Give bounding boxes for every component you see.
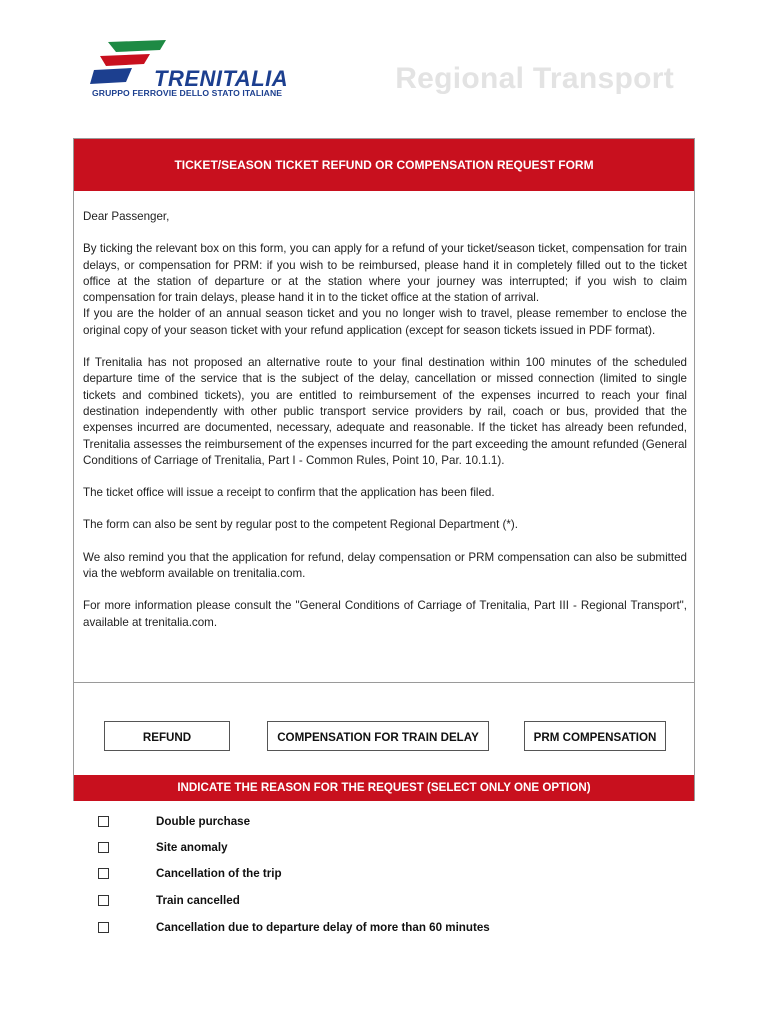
request-form [73, 138, 695, 801]
checkbox[interactable] [98, 922, 109, 933]
checkbox[interactable] [98, 816, 109, 827]
checkbox[interactable] [98, 842, 109, 853]
reason-header: INDICATE THE REASON FOR THE REQUEST (SELECT ONLY ONE OPTION) [74, 775, 694, 801]
more-info-paragraph: For more information please consult the "General Conditions of Carriage of Trenitalia, Part III - Regional Transport", available at trenitalia.com. [83, 599, 687, 629]
post-paragraph: The form can also be sent by regular post to the competent Regional Department (*). [83, 518, 518, 532]
prm-compensation-button[interactable]: PRM COMPENSATION [524, 721, 666, 751]
receipt-paragraph: The ticket office will issue a receipt to confirm that the application has been filed. [83, 486, 495, 500]
form-title: TICKET/SEASON TICKET REFUND OR COMPENSATION REQUEST FORM [74, 139, 694, 191]
alternative-route-paragraph: If Trenitalia has not proposed an alternative route to your final destination within 100 minutes of the scheduled departure time of the service that is the subject of the delay, cancellation or missed connection (limited to single tickets and combined tickets), you are entitled to reimbursement of the expenses incurred to reach your final destination independently with other public transport service providers by rail, coach or bus, provided that the expenses incurred are documented, necessary, adequate and reasonable. If the ticket has already been refunded, Trenitalia assesses the reimbursement of the expenses incurred for the part exceeding the amount refunded (General Conditions of Carriage of Trenitalia, Part I - Common Rules, Point 10, Par. 10.1.1). [83, 356, 687, 467]
reason-label: Train cancelled [156, 894, 240, 907]
checkbox[interactable] [98, 895, 109, 906]
region-title: Regional Transport [395, 62, 674, 95]
compensation-train-delay-button[interactable]: COMPENSATION FOR TRAIN DELAY [267, 721, 489, 751]
trenitalia-logo [90, 38, 300, 100]
intro-paragraph: By ticking the relevant box on this form, you can apply for a refund of your ticket/season ticket, compensation for train delays, or compensation for PRM: if you wish to be reimbursed, please hand it in completely filled out to the ticket office at the station of departure or at the station where your journey was interrupted; if you wish to claim compensation for train delays, please hand it in to the ticket office at the station of arrival. [83, 242, 687, 305]
greeting: Dear Passenger, [83, 210, 170, 223]
reason-label: Site anomaly [156, 841, 228, 854]
checkbox[interactable] [98, 868, 109, 879]
refund-button[interactable]: REFUND [104, 721, 230, 751]
season-ticket-paragraph: If you are the holder of an annual season ticket and you no longer wish to travel, please remember to enclose the original copy of your season ticket with your refund application (except for season tickets issued in PDF format). [83, 307, 687, 337]
webform-paragraph: We also remind you that the application for refund, delay compensation or PRM compensation can also be submitted via the webform available on trenitalia.com. [83, 550, 687, 581]
form-intro [83, 209, 687, 647]
reason-label: Cancellation of the trip [156, 867, 282, 880]
logo-brand: TRENITALIA [154, 66, 289, 91]
logo-group: GRUPPO FERROVIE DELLO STATO ITALIANE [92, 88, 283, 98]
reason-label: Double purchase [156, 815, 251, 828]
divider [74, 682, 694, 683]
reason-label: Cancellation due to departure delay of more than 60 minutes [156, 921, 490, 934]
